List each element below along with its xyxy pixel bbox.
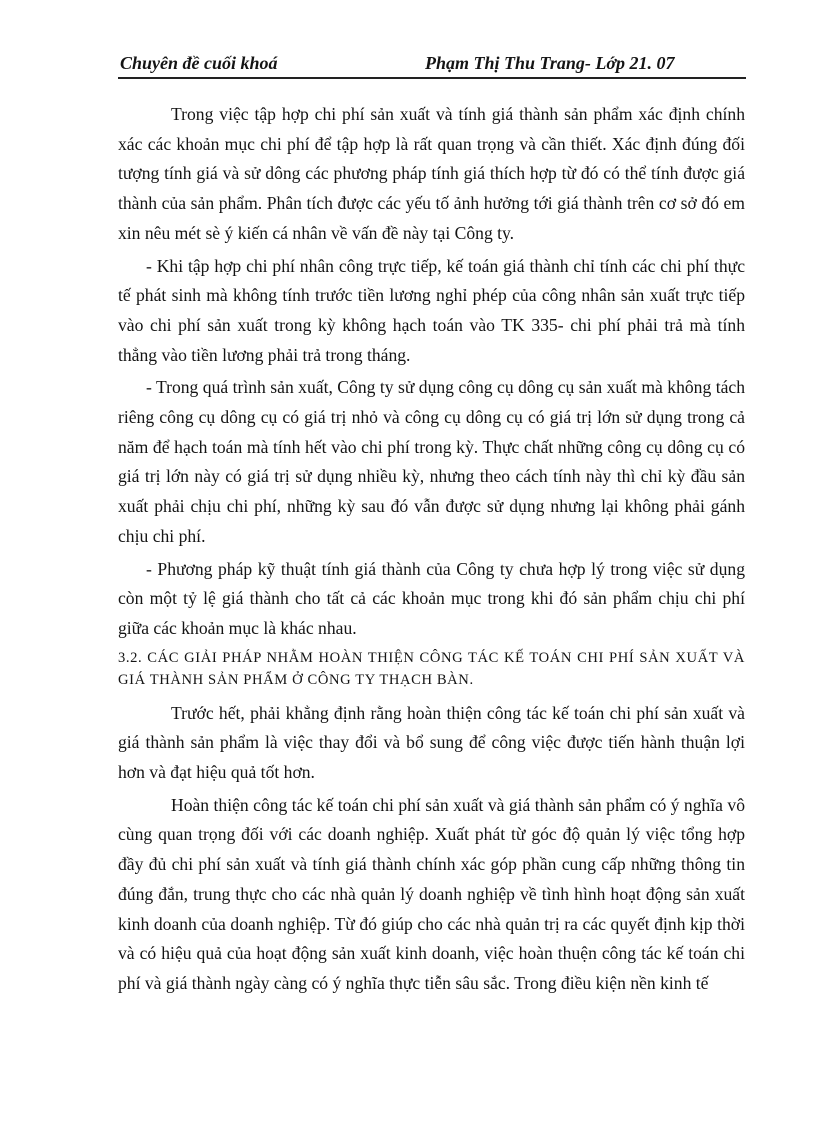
paragraph-intro: Trong việc tập hợp chi phí sản xuất và tính giá thành sản phẩm xác định chính xác các khoản mục chi phí để tập hợp là rất quan trọng và cần thiết. Xác định đúng đối tượng tính giá và sử dông các phương pháp tính giá thích hợp từ đó có thể tính được giá thành của sản phẩm. Phân tích được các yếu tố ảnh hưởng tới giá thành trên cơ sở đó em xin nêu mét sè ý kiến cá nhân về vấn đề này tại Công ty. [118,104,745,243]
header-document-title: Chuyên đề cuối khoá [120,53,278,73]
paragraph-first-of-all: Trước hết, phải khẳng định rằng hoàn thiện công tác kế toán chi phí sản xuất và giá thành sản phẩm là việc thay đổi và bổ sung để công việc được tiến hành thuận lợi hơn và đạt hiệu quả tốt hơn. [118,702,745,783]
header-author-class: Phạm Thị Thu Trang- Lớp 21. 07 [425,53,675,73]
section-heading: 3.2. CÁC GIẢI PHÁP NHẰM HOÀN THIỆN CÔNG TÁC KẾ TOÁN CHI PHÍ SẢN XUẤT VÀ GIÁ THÀNH SẢN PHẨM Ở CÔNG TY THẠCH BÀN. [118,649,745,688]
bullet-labor-cost: - Khi tập hợp chi phí nhân công trực tiếp, kế toán giá thành chỉ tính các chi phí thực tế phát sinh mà không tính trước tiền lương nghỉ phép của công nhân sản xuất trực tiếp vào chi phí sản xuất trong kỳ không hạch toán vào TK 335- chi phí phải trả mà tính thẳng vào tiền lương phải trả trong tháng. [118,255,745,365]
page-header [118,51,746,79]
bullet-tools-cost: - Trong quá trình sản xuất, Công ty sử dụng công cụ dông cụ sản xuất mà không tách riêng công cụ dông cụ có giá trị nhỏ và công cụ dông cụ có giá trị lớn sử dụng trong cả năm để hạch toán mà tính hết vào chi phí trong kỳ. Thực chất những công cụ dông cụ có giá trị lớn này có giá trị sử dụng nhiều kỳ, nhưng theo cách tính này thì chỉ kỳ đầu sản xuất phải chịu chi phí, những kỳ sau đó vẫn được sử dụng nhưng lại không phải gánh chịu chi phí. [118,377,745,546]
bullet-costing-method: - Phương pháp kỹ thuật tính giá thành của Công ty chưa hợp lý trong việc sử dụng còn một tỷ lệ giá thành cho tất cả các khoản mục trong khi đó sản phẩm chịu chi phí giữa các khoản mục là khác nhau. [118,558,745,638]
paragraph-significance: Hoàn thiện công tác kế toán chi phí sản xuất và giá thành sản phẩm có ý nghĩa vô cùng quan trọng đối với các doanh nghiệp. Xuất phát từ góc độ quản lý việc tổng hợp đầy đủ chi phí sản xuất và tính giá thành chính xác góp phần cung cấp những thông tin đúng đắn, trung thực cho các nhà quản lý doanh nghiệp về tình hình hoạt động sản xuất kinh doanh của doanh nghiệp. Từ đó giúp cho các nhà quản trị ra các quyết định kịp thời và có hiệu quả của hoạt động sản xuất kinh doanh, việc hoàn thuện công tác kế toán chi phí và giá thành ngày càng có ý nghĩa thực tiễn sâu sắc. Trong điều kiện nền kinh tế [118,794,745,993]
page-body [118,100,745,1002]
